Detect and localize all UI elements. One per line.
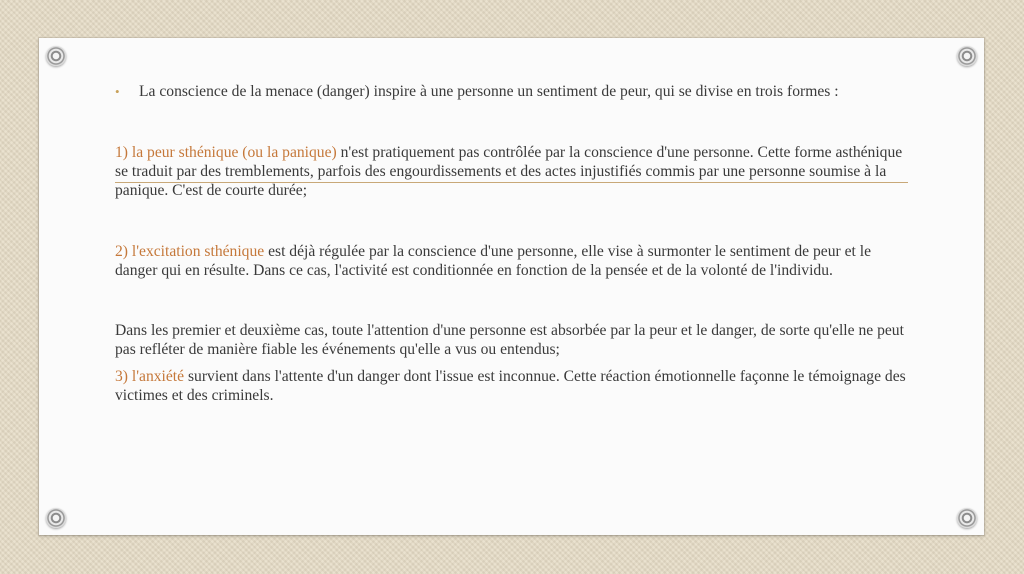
fear-form-3 (115, 367, 915, 405)
fear-form-1-label: 1) la peur sthénique (ou la panique) (115, 144, 337, 161)
fear-form-3-label: 3) l'anxiété (115, 368, 185, 385)
pushpin-icon (957, 508, 977, 528)
bullet-text: La conscience de la menace (danger) inspire à une personne un sentiment de peur, qui se divise en trois formes : (139, 83, 839, 100)
pushpin-icon (46, 508, 66, 528)
slide-content (115, 82, 915, 405)
bullet-item (115, 82, 915, 101)
summary-paragraph: Dans les premier et deuxième cas, toute l'attention d'une personne est absorbée par la peur et le danger, de sorte qu'elle ne peut pas refléter de manière fiable les événements qu'elle a vus ou entendus; (115, 322, 904, 358)
fear-form-2 (115, 242, 915, 280)
pushpin-icon (46, 46, 66, 66)
slide-card (39, 38, 984, 535)
fear-form-1-text: n'est pratiquement pas contrôlée par la conscience d'une personne. Cette forme asthénique se traduit par des tremblements, parfois des engourdissements et des actes injustifiés commis par une personne soumise à la panique. C'est de courte durée; (115, 144, 903, 199)
fear-form-2-label: 2) l'excitation sthénique (115, 243, 265, 260)
pushpin-icon (957, 46, 977, 66)
bullet-icon: • (115, 84, 120, 99)
fear-form-1 (115, 143, 915, 200)
fear-form-3-text: survient dans l'attente d'un danger dont l'issue est inconnue. Cette réaction émotionnelle façonne le témoignage des victimes et des criminels. (115, 368, 906, 404)
fear-form-2-text: est déjà régulée par la conscience d'une personne, elle vise à surmonter le sentiment de peur et le danger qui en résulte. Dans ce cas, l'activité est conditionnée en fonction de la pensée et de la volonté de l'individu. (115, 243, 872, 279)
